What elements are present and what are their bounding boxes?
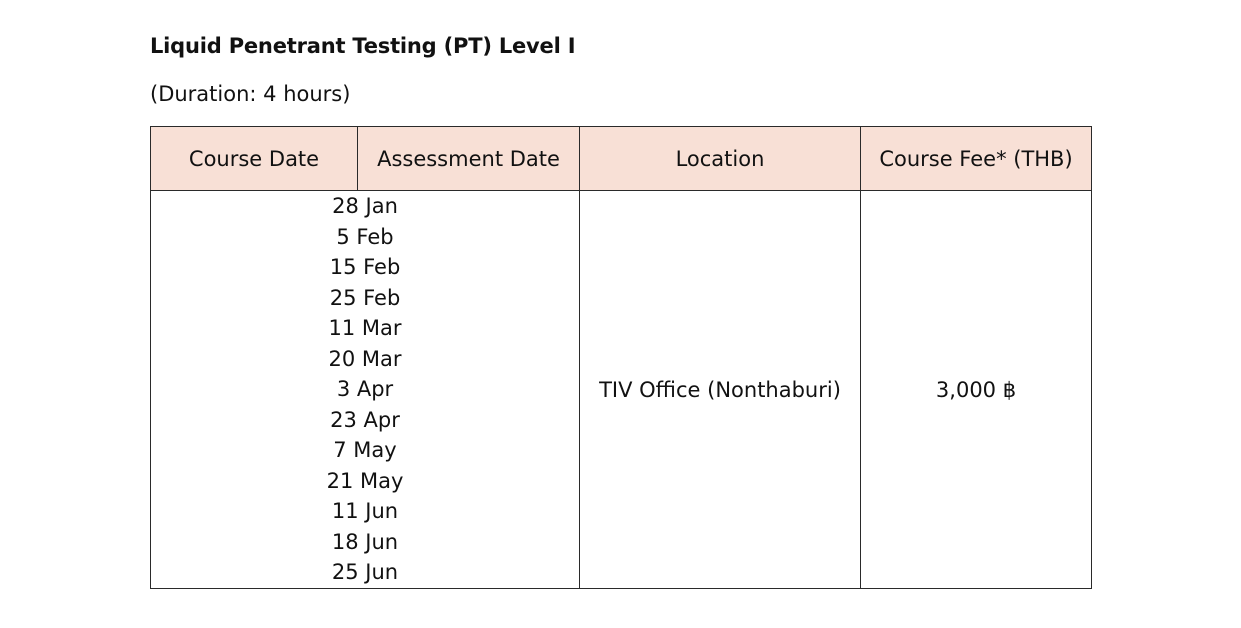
date-item: 15 Feb <box>329 255 401 279</box>
schedule-table <box>150 126 1092 589</box>
header-location: Location <box>580 127 861 191</box>
date-item: 11 Jun <box>331 499 399 523</box>
date-item: 7 May <box>333 438 397 462</box>
table-row <box>151 191 1092 589</box>
course-duration: (Duration: 4 hours) <box>150 82 351 106</box>
date-item: 18 Jun <box>331 529 399 554</box>
date-item: 28 Jan <box>332 194 398 218</box>
date-item: 23 Apr <box>330 407 400 432</box>
date-item: 20 Mar <box>328 346 402 371</box>
header-course-date: Course Date <box>151 127 358 191</box>
location-cell: TIV Office (Nonthaburi) <box>580 191 861 589</box>
date-item: 5 Feb <box>336 224 394 249</box>
date-item: 3 Apr <box>336 377 394 401</box>
table-header-row <box>151 127 1092 191</box>
header-assessment-date: Assessment Date <box>358 127 580 191</box>
course-fee-cell: 3,000 ฿ <box>861 191 1092 589</box>
page-title: Liquid Penetrant Testing (PT) Level I <box>150 34 576 58</box>
date-item: 25 Jun <box>331 560 399 584</box>
date-item: 25 Feb <box>329 285 401 310</box>
date-item: 11 Mar <box>328 316 402 340</box>
course-dates-cell <box>151 191 580 589</box>
header-course-fee: Course Fee* (THB) <box>861 127 1092 191</box>
date-item: 21 May <box>326 468 404 493</box>
